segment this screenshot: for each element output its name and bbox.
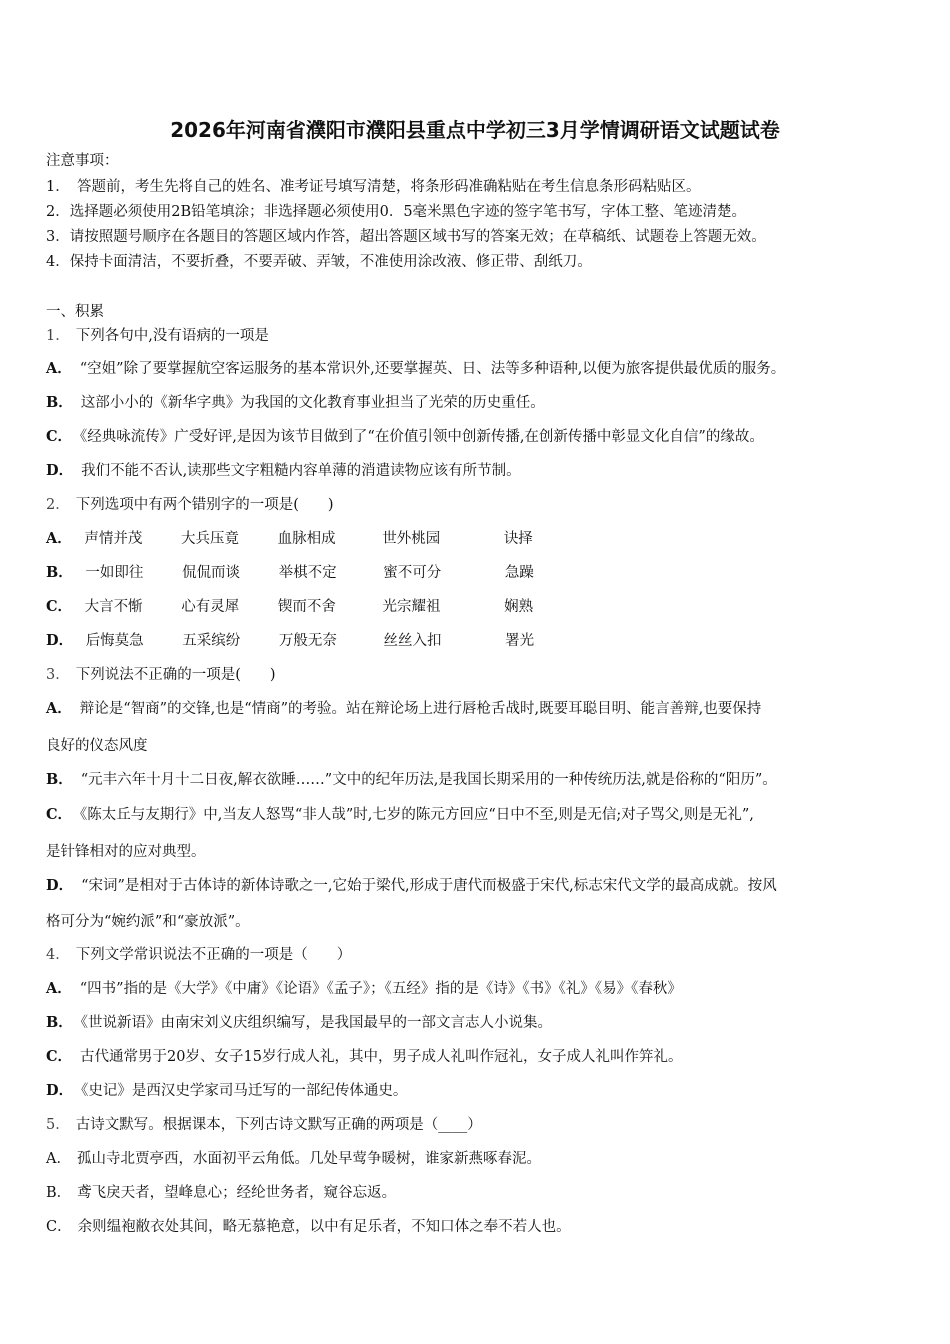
notice-item: 4．保持卡面清洁，不要折叠，不要弄破、弄皱，不准使用涂改液、修正带、刮纸刀。 — [46, 254, 592, 270]
option — [46, 427, 764, 447]
question-text: 下列文学常识说法不正确的一项是（ ） — [75, 947, 352, 963]
exam-title: 2026年河南省濮阳市濮阳县重点中学初三3月学情调研语文试题试卷 — [170, 118, 780, 142]
option-text: 辩论是“智商”的交锋,也是“情商”的考验。站在辩论场上进行唇枪舌战时,既要耳聪目明、能言善辩,也要保持 — [79, 701, 762, 717]
option — [46, 699, 761, 719]
option-text: 《陈太丘与友期行》中,当友人怒骂“非人哉”时,七岁的陈元方回应“日中不至,则是无信;对子骂父,则是无礼”, — [80, 807, 754, 823]
option-text: “宋词”是相对于古体诗的新体诗歌之一,它始于梁代,形成于唐代而极盛于宋代,标志宋代文学的最高成就。按风 — [81, 878, 777, 894]
option-text: 余则缊袍敝衣处其间，略无慕艳意，以中有足乐者，不知口体之奉不若人也。 — [77, 1219, 571, 1235]
question-number: 3． — [46, 667, 70, 683]
option-word: 一如即往 — [85, 565, 144, 581]
notice-heading: 注意事项： — [46, 153, 119, 169]
option-letter: A． — [46, 980, 72, 997]
option-word: 大兵压竟 — [180, 531, 239, 547]
option-letter: D． — [46, 877, 74, 894]
option-letter: A． — [46, 360, 72, 377]
option-text: “元丰六年十月十二日夜,解衣欲睡……”文中的纪年历法,是我国长期采用的一种传统历法,就是俗称的“阳历”。 — [80, 772, 777, 788]
option-word: 娴熟 — [504, 599, 534, 615]
notice-item: 3．请按照题号顺序在各题目的答题区域内作答，超出答题区域书写的答案无效；在草稿纸、试题卷上答题无效。 — [46, 229, 766, 245]
option-word: 血脉相成 — [277, 531, 336, 547]
option — [46, 1183, 396, 1203]
option-word: 后悔莫急 — [85, 633, 144, 649]
question-number: 4． — [46, 947, 70, 963]
option-letter: C． — [46, 1219, 72, 1235]
option-letter: C． — [46, 1048, 73, 1065]
option — [46, 1081, 407, 1101]
option-text: “空姐”除了要掌握航空客运服务的基本常识外,还要掌握英、日、法等多种语种,以便为旅客提供最优质的服务。 — [79, 361, 786, 377]
question-stem — [46, 1115, 482, 1135]
option — [46, 979, 682, 999]
option-continuation: 良好的仪态风度 — [46, 738, 148, 754]
option — [46, 1013, 552, 1033]
option-letter: C． — [46, 598, 73, 615]
option-letter: A． — [46, 1151, 71, 1167]
option-text: 《史记》是西汉史学家司马迁写的一部纪传体通史。 — [81, 1083, 408, 1099]
option-word: 举棋不定 — [278, 565, 337, 581]
question-stem — [46, 326, 269, 346]
option — [46, 1149, 541, 1169]
question-number: 1． — [46, 328, 70, 344]
option-word: 世外桃园 — [382, 531, 441, 547]
option-continuation: 格可分为“婉约派”和“豪放派”。 — [46, 914, 250, 930]
option-letter: B． — [46, 564, 73, 581]
option-letter: D． — [46, 632, 74, 649]
option-letter: A． — [46, 700, 72, 717]
option — [46, 563, 534, 583]
option-letter: C． — [46, 806, 73, 823]
option-word: 五采缤纷 — [182, 633, 241, 649]
option-word: 声情并茂 — [84, 531, 143, 547]
option-text: “四书”指的是《大学》《中庸》《论语》《孟子》；《五经》指的是《诗》《书》《礼》《易》《春秋》 — [79, 981, 682, 997]
option-text: 这部小小的《新华字典》为我国的文化教育事业担当了光荣的历史重任。 — [80, 395, 545, 411]
question-text: 古诗文默写。根据课本，下列古诗文默写正确的两项是（____） — [75, 1117, 482, 1133]
option-text: 《经典咏流传》广受好评,是因为该节目做到了“在价值引领中创新传播,在创新传播中彰显文化自信”的缘故。 — [80, 429, 764, 445]
option-text: 我们不能不否认,读那些文字粗糙内容单薄的消遣读物应该有所节制。 — [81, 463, 521, 479]
option-word: 光宗耀祖 — [382, 599, 441, 615]
option-letter: B． — [46, 771, 73, 788]
option-word: 丝丝入扣 — [383, 633, 442, 649]
question-stem — [46, 665, 276, 685]
option-word: 万般无奈 — [278, 633, 337, 649]
option-letter: A． — [46, 530, 72, 547]
option-letter: B． — [46, 1014, 73, 1031]
option-word: 急躁 — [504, 565, 534, 581]
option-word: 诀择 — [503, 531, 533, 547]
question-number: 5． — [46, 1117, 70, 1133]
option-text: 古代通常男于20岁、女子15岁行成人礼，其中，男子成人礼叫作冠礼，女子成人礼叫作笄礼。 — [80, 1049, 683, 1065]
option-word: 蜜不可分 — [383, 565, 442, 581]
option-letter: B． — [46, 394, 73, 411]
option-word: 署光 — [505, 633, 535, 649]
option — [46, 770, 777, 790]
option-word: 心有灵犀 — [181, 599, 240, 615]
option — [46, 359, 785, 379]
option-continuation: 是针锋相对的应对典型。 — [46, 844, 206, 860]
section-heading: 一、积累 — [46, 304, 104, 320]
question-text: 下列选项中有两个错别字的一项是( ) — [75, 497, 334, 513]
option-letter: B． — [46, 1185, 72, 1201]
question-text: 下列各句中,没有语病的一项是 — [75, 328, 269, 344]
option-word: 大言不惭 — [84, 599, 143, 615]
option-word: 锲而不舍 — [277, 599, 336, 615]
question-number: 2． — [46, 497, 70, 513]
option-letter: D． — [46, 462, 74, 479]
option-text: 鸢飞戾天者，望峰息心；经纶世务者，窥谷忘返。 — [77, 1185, 397, 1201]
notice-item: 1． 答题前，考生先将自己的姓名、准考证号填写清楚，将条形码准确粘贴在考生信息条形码粘贴区。 — [46, 179, 701, 195]
option — [46, 1047, 682, 1067]
option — [46, 876, 777, 896]
option-text: 孤山寺北贾亭西，水面初平云角低。几处早莺争暖树，谁家新燕啄春泥。 — [76, 1151, 541, 1167]
question-text: 下列说法不正确的一项是( ) — [75, 667, 276, 683]
option — [46, 597, 533, 617]
question-stem — [46, 495, 334, 515]
option — [46, 631, 534, 651]
option — [46, 529, 533, 549]
option — [46, 805, 754, 825]
notice-item: 2．选择题必须使用2B铅笔填涂；非选择题必须使用0．5毫米黑色字迹的签字笔书写，字体工整、笔迹清楚。 — [46, 204, 747, 220]
option — [46, 393, 545, 413]
option-letter: C． — [46, 428, 73, 445]
option-word: 侃侃而谈 — [181, 565, 240, 581]
option-letter: D． — [46, 1082, 74, 1099]
question-stem — [46, 945, 351, 965]
option — [46, 1217, 571, 1237]
option-text: 《世说新语》由南宋刘义庆组织编写，是我国最早的一部文言志人小说集。 — [80, 1015, 553, 1031]
option — [46, 461, 521, 481]
